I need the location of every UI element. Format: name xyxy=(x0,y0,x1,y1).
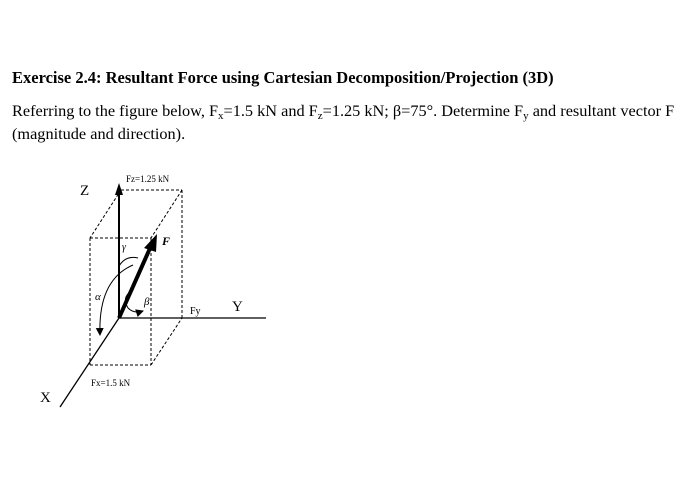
alpha-label: α xyxy=(95,291,101,303)
gamma-arc xyxy=(119,257,138,266)
exercise-title: Exercise 2.4: Resultant Force using Cartesian Decomposition/Projection (3D) xyxy=(12,68,554,87)
statement-part-2: =1.5 kN and F xyxy=(223,101,318,120)
x-axis-label: X xyxy=(40,390,51,406)
force-vector-arrowhead xyxy=(144,234,157,252)
z-axis-label: Z xyxy=(80,183,90,199)
subscript-z: z xyxy=(317,110,323,122)
beta-label: β xyxy=(144,296,150,308)
statement-part-3: =1.25 kN; β=75°. Determine F xyxy=(322,101,524,120)
fx-label: Fx=1.5 kN xyxy=(91,378,131,388)
statement-part-1: Referring to the figure below, F xyxy=(12,101,219,120)
force-label: F xyxy=(162,234,171,248)
y-axis-label: Y xyxy=(232,299,243,315)
subscript-y: y xyxy=(523,110,529,122)
gamma-label: γ xyxy=(122,242,126,253)
z-axis-arrowhead xyxy=(115,183,123,195)
subscript-x: x xyxy=(218,110,224,122)
x-axis xyxy=(60,318,119,407)
statement-part-4: and resultant vector F (magnitude and direction). xyxy=(12,101,675,143)
fy-label: Fy xyxy=(190,306,201,317)
fz-label: Fz=1.25 kN xyxy=(126,174,170,184)
